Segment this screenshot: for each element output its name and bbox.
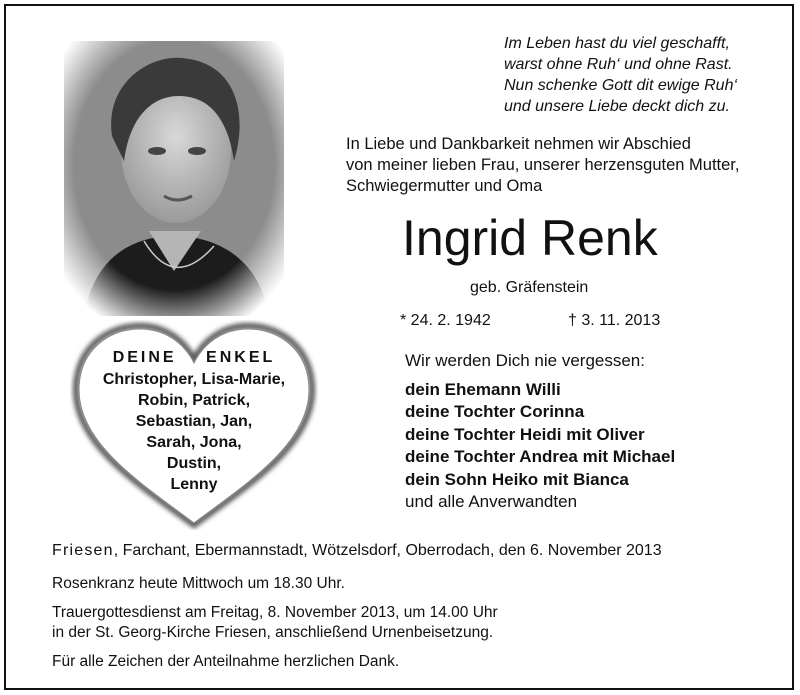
heart-content [70, 347, 318, 495]
grandchildren-heart [70, 320, 318, 530]
deceased-name: Ingrid Renk [402, 210, 658, 266]
family-member: dein Sohn Heiko mit Bianca [405, 469, 629, 489]
grandchildren-line: Sebastian, Jan, [135, 413, 253, 430]
grandchildren-line: Sarah, Jona, [146, 434, 242, 451]
service-info [52, 574, 498, 672]
grandchildren-line: Robin, Patrick, [137, 392, 251, 409]
portrait-photo-image [64, 41, 284, 316]
grandchildren-line: Christopher, Lisa-Marie, [102, 371, 286, 388]
intro-line: In Liebe und Dankbarkeit nehmen wir Abschied [346, 135, 691, 153]
heart-title: DEINE ENKEL [112, 349, 276, 366]
family-member: deine Tochter Andrea mit Michael [405, 447, 676, 466]
family-member: dein Ehemann Willi [405, 379, 561, 399]
funeral-info-line: Trauergottesdienst am Freitag, 8. November 2013, um 14.00 Uhr [52, 604, 498, 621]
thanks-line: Für alle Zeichen der Anteilnahme herzlichen Dank. [52, 653, 400, 670]
place-rest: , Farchant, Ebermannstadt, Wötzelsdorf, Oberrodach, den 6. November 2013 [113, 542, 662, 559]
family-member: deine Tochter Heidi mit Oliver [405, 424, 645, 444]
place-first: Friesen [52, 542, 114, 559]
intro-line: von meiner lieben Frau, unserer herzensguten Mutter, [346, 156, 740, 174]
portrait-photo [64, 41, 284, 316]
family-list [405, 350, 795, 514]
poem-line: Nun schenke Gott dit ewige Ruh‘ [504, 77, 738, 94]
birth-date: * 24. 2. 1942 [400, 312, 491, 329]
death-date: † 3. 11. 2013 [568, 312, 661, 329]
maiden-name: geb. Gräfenstein [470, 279, 589, 296]
poem-line: Im Leben hast du viel geschafft, [504, 35, 730, 52]
family-heading: Wir werden Dich nie vergessen: [405, 351, 645, 370]
poem [504, 33, 794, 117]
rosary-info: Rosenkranz heute Mittwoch um 18.30 Uhr. [52, 575, 345, 592]
poem-line: warst ohne Ruh‘ und ohne Rast. [504, 56, 733, 73]
poem-line: und unsere Liebe deckt dich zu. [504, 98, 730, 115]
family-others: und alle Anverwandten [405, 492, 578, 511]
funeral-info-line: in der St. Georg-Kirche Friesen, anschließend Urnenbeisetzung. [52, 624, 494, 641]
grandchildren-line: Dustin, [166, 455, 222, 472]
farewell-intro [346, 134, 786, 197]
place-date-line [52, 542, 662, 560]
grandchildren-line: Lenny [170, 476, 218, 493]
intro-line: Schwiegermutter und Oma [346, 177, 543, 195]
family-member: deine Tochter Corinna [405, 402, 585, 421]
